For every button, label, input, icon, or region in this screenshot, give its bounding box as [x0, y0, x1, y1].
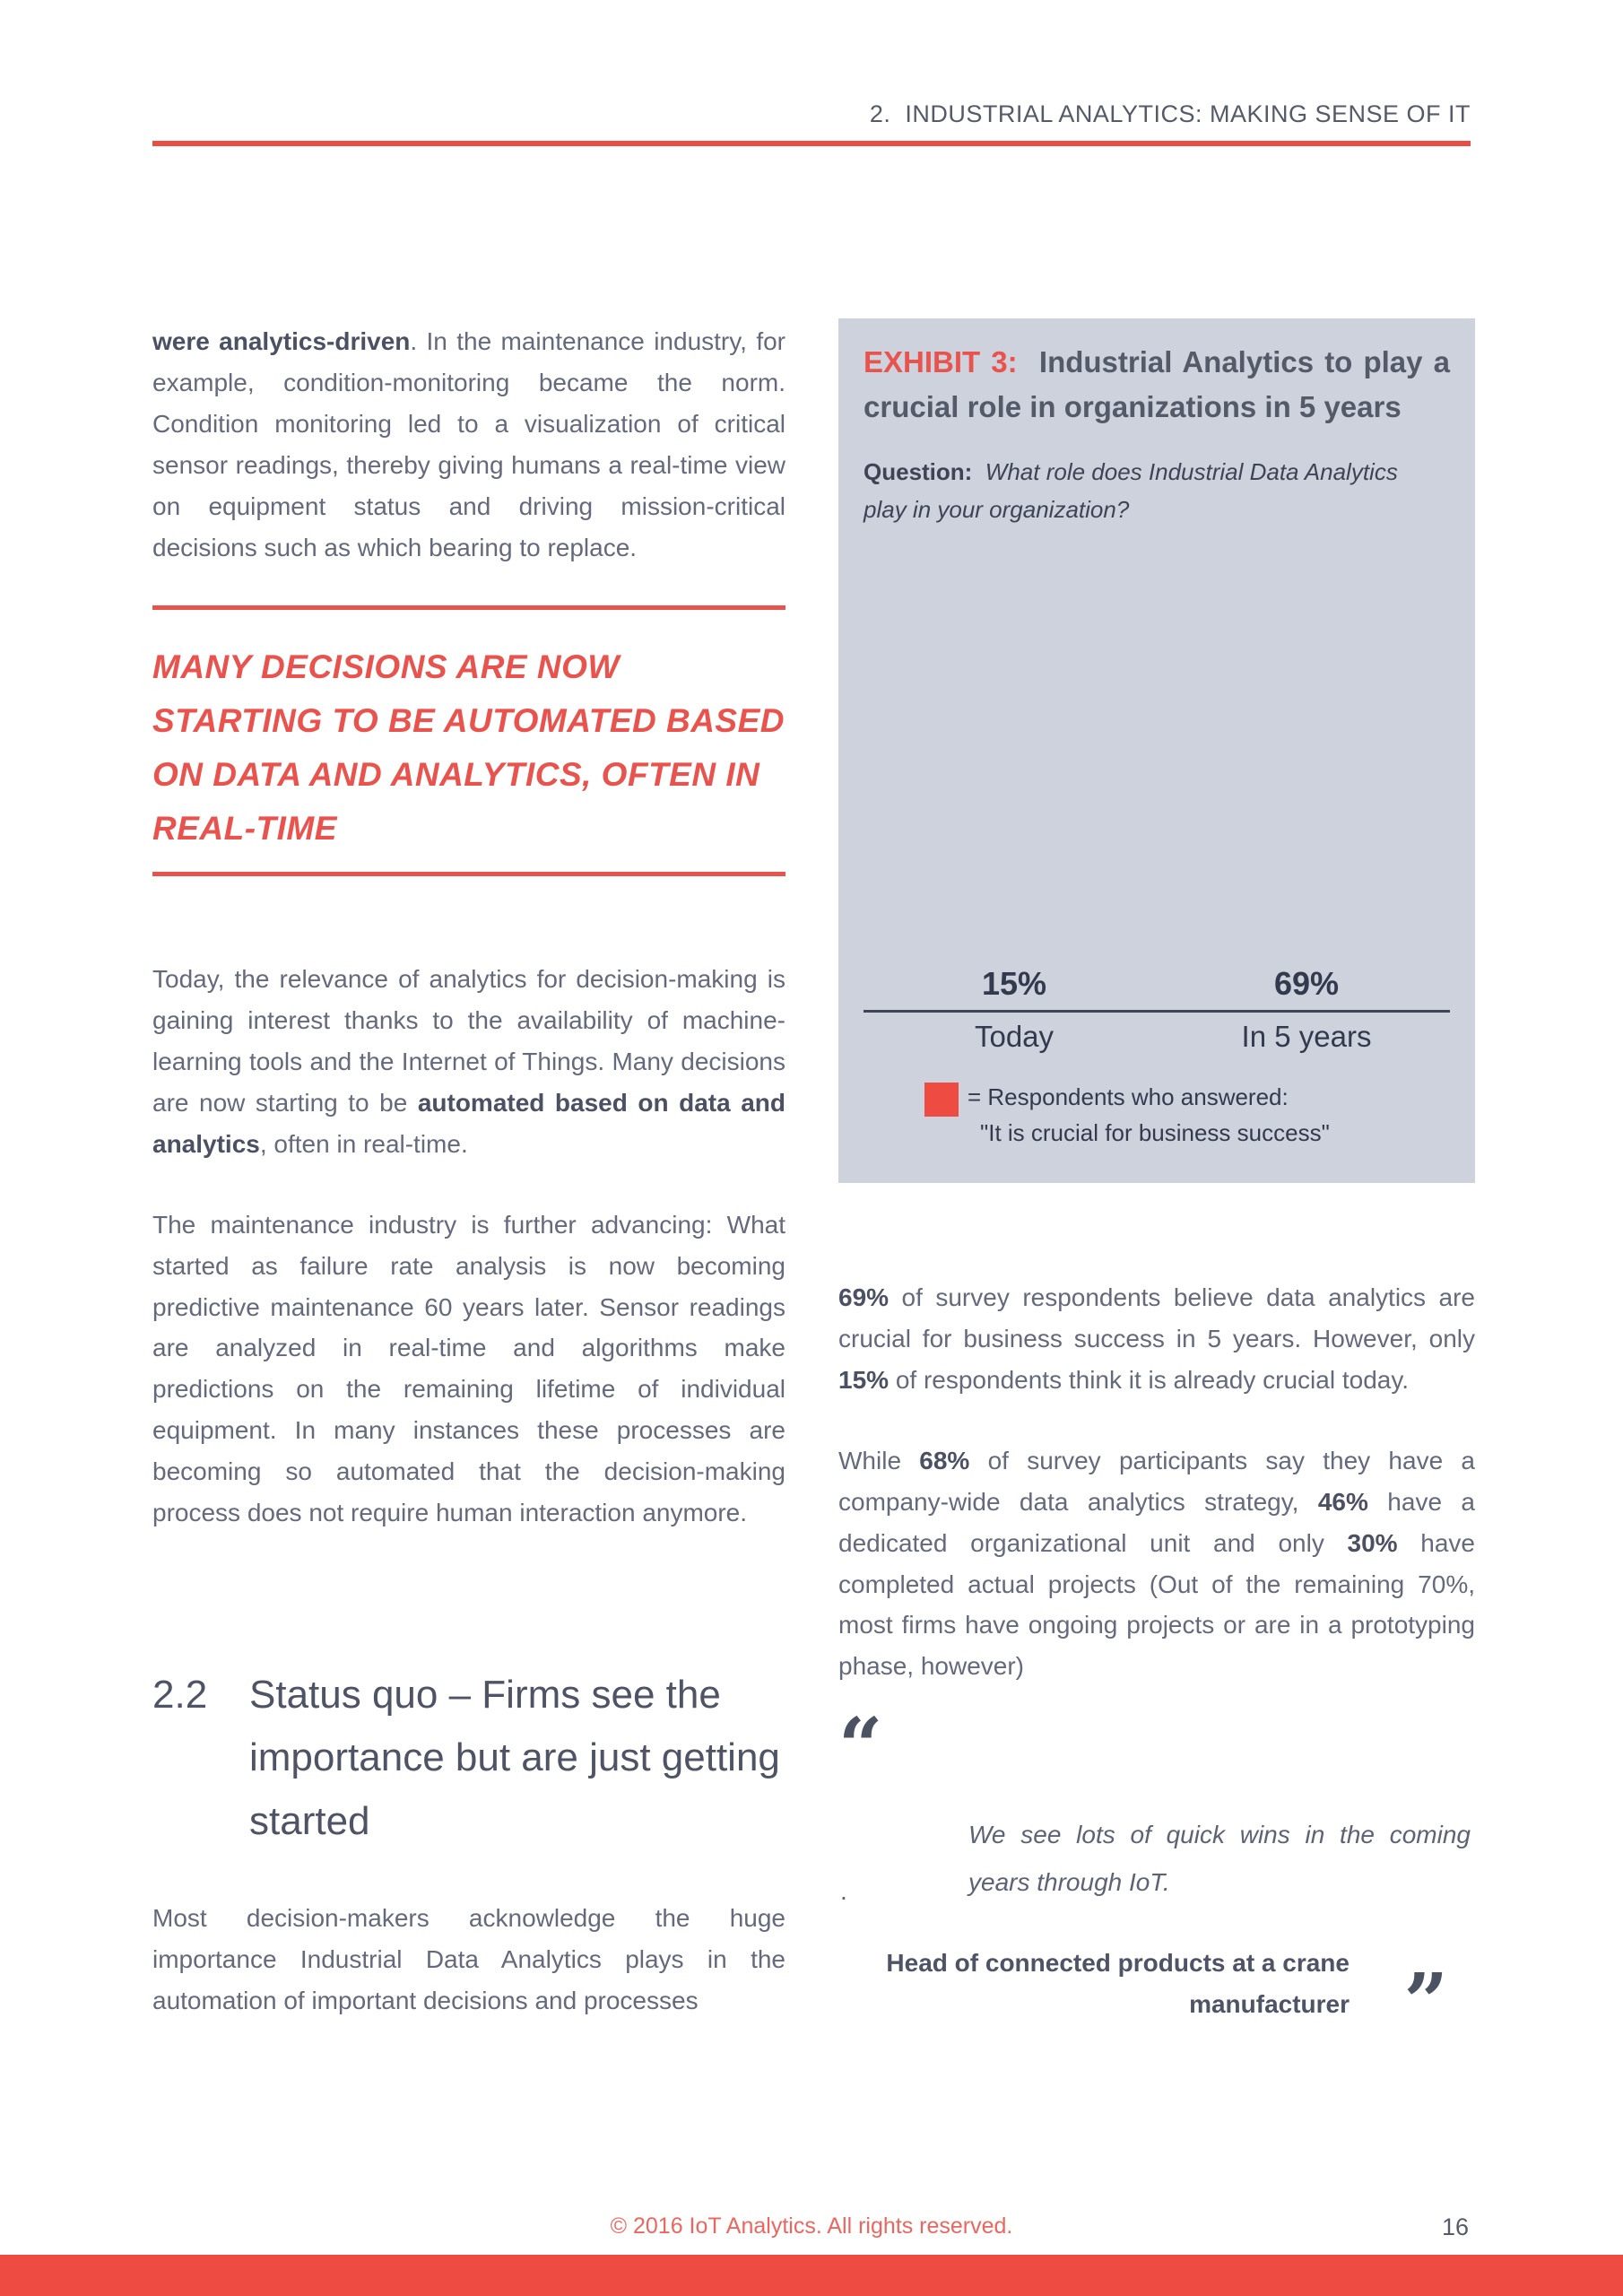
legend-line-2: "It is crucial for business success" — [980, 1118, 1330, 1146]
page-number: 16 — [1441, 2213, 1469, 2240]
chart-legend — [924, 1079, 1450, 1152]
paragraph-text: . In the maintenance industry, for example, condition-monitoring became the norm. Condition monitoring led to a visualization of critical sensor readings, thereby giving humans a real-time view on equipment status and driving mission-critical decisions such as which bearing to replace. — [152, 327, 785, 561]
category-label-in-5-years: In 5 years — [1241, 1019, 1372, 1053]
paragraph-text: of survey participants say they have a company-wide data analytics strategy, — [838, 1446, 1475, 1516]
quote-text: We see lots of quick wins in the coming years through IoT. — [968, 1821, 1471, 1897]
legend-line-1: = Respondents who answered: — [968, 1083, 1289, 1110]
stat-bold: 30% — [1347, 1528, 1398, 1557]
section-number: 2.2 — [152, 1672, 208, 1717]
paragraph-maintenance-industry: The maintenance industry is further advancing: What started as failure rate analysis is now becoming predictive maintenance 60 years later. Sensor readings are analyzed in real-time and algorithms make predictions on the remaining lifetime of individual equipment. In many instances these processes are becoming so automated that the decision-making process does not require human interaction anymore. — [152, 1210, 785, 1527]
chart-x-axis — [864, 1010, 1450, 1013]
paragraph-bold-lead: were analytics-driven — [152, 327, 411, 355]
legend-swatch-icon — [924, 1083, 959, 1117]
paragraph-analytics-driven — [152, 321, 785, 568]
question-text: What role does Industrial Data Analytics play in your organization? — [864, 458, 1398, 524]
paragraph-decision-makers: Most decision-makers acknowledge the huge importance Industrial Data Analytics plays in the automation of important decisions and processes — [152, 1904, 785, 2014]
open-quote-icon: “ — [838, 1701, 883, 1793]
paragraph-bold: automated based on data and analytics — [152, 1088, 786, 1158]
close-quote-icon: ” — [1403, 1957, 1448, 2048]
left-column — [152, 321, 785, 2022]
bar-value-label-in-5-years: 69% — [1273, 964, 1340, 1002]
exhibit-3-box — [838, 318, 1475, 1183]
legend-text — [968, 1079, 1330, 1152]
paragraph-text: Today, the relevance of analytics for decision-making is gaining interest thanks to the availability of machine-learning tools and the Internet of Things. Many decisions are now starting to be — [152, 965, 785, 1117]
stray-period: . — [840, 1877, 847, 1906]
exhibit-label: EXHIBIT 3: — [864, 345, 1018, 378]
pull-quote: MANY DECISIONS ARE NOW STARTING TO BE AUTOMATED BASED ON DATA AND ANALYTICS, OFTEN IN REAL-TIME — [152, 648, 785, 848]
bar-chart-plot — [864, 561, 1450, 1010]
page-header — [152, 100, 1471, 146]
paragraph-text: of respondents think it is already crucial today. — [889, 1365, 1410, 1394]
paragraph-text: While — [838, 1446, 920, 1474]
chart-category-row — [864, 1020, 1450, 1063]
right-column — [838, 318, 1475, 2048]
bar-value-label-today: 15% — [981, 964, 1047, 1002]
testimonial-quote — [838, 1701, 1475, 2048]
paragraph-text: have completed actual projects (Out of the remaining 70%, most firms have ongoing projects or are in a prototyping phase, however) — [838, 1528, 1475, 1681]
footer-accent-bar — [0, 2255, 1623, 2296]
stat-bold: 15% — [838, 1365, 890, 1394]
paragraph-today-relevance — [152, 959, 785, 1165]
exhibit-question — [864, 453, 1450, 528]
exhibit-title — [864, 340, 1450, 430]
pull-quote-rule-bottom — [152, 872, 785, 876]
section-heading-2-2 — [152, 1664, 785, 1853]
chapter-title: 2. INDUSTRIAL ANALYTICS: MAKING SENSE OF IT — [869, 100, 1471, 127]
paragraph-strategy-stats — [838, 1440, 1475, 1687]
question-label: Question: — [864, 458, 973, 486]
section-title: Status quo – Firms see the importance but are just getting started — [249, 1672, 780, 1843]
stat-bold: 68% — [919, 1446, 970, 1474]
exhibit-title-text: Industrial Analytics to play a crucial role in organizations in 5 years — [864, 345, 1450, 424]
category-label-today: Today — [974, 1019, 1055, 1053]
header-rule — [152, 141, 1471, 146]
paragraph-text: , often in real-time. — [259, 1129, 468, 1158]
pull-quote-rule-top — [152, 605, 785, 610]
quote-attribution: Head of connected products at a crane manufacturer — [886, 1948, 1350, 2018]
stat-bold: 69% — [838, 1283, 890, 1312]
stat-bold: 46% — [1317, 1487, 1368, 1516]
paragraph-69-percent — [838, 1277, 1475, 1401]
bar-column-today — [923, 965, 1106, 1010]
bar-column-in-5-years — [1215, 965, 1398, 1010]
copyright-notice: © 2016 IoT Analytics. All rights reserved. — [610, 2213, 1013, 2239]
paragraph-text: have a dedicated organizational unit and only — [838, 1487, 1475, 1557]
paragraph-text: of survey respondents believe data analytics are crucial for business success in 5 years. However, only — [838, 1283, 1475, 1353]
